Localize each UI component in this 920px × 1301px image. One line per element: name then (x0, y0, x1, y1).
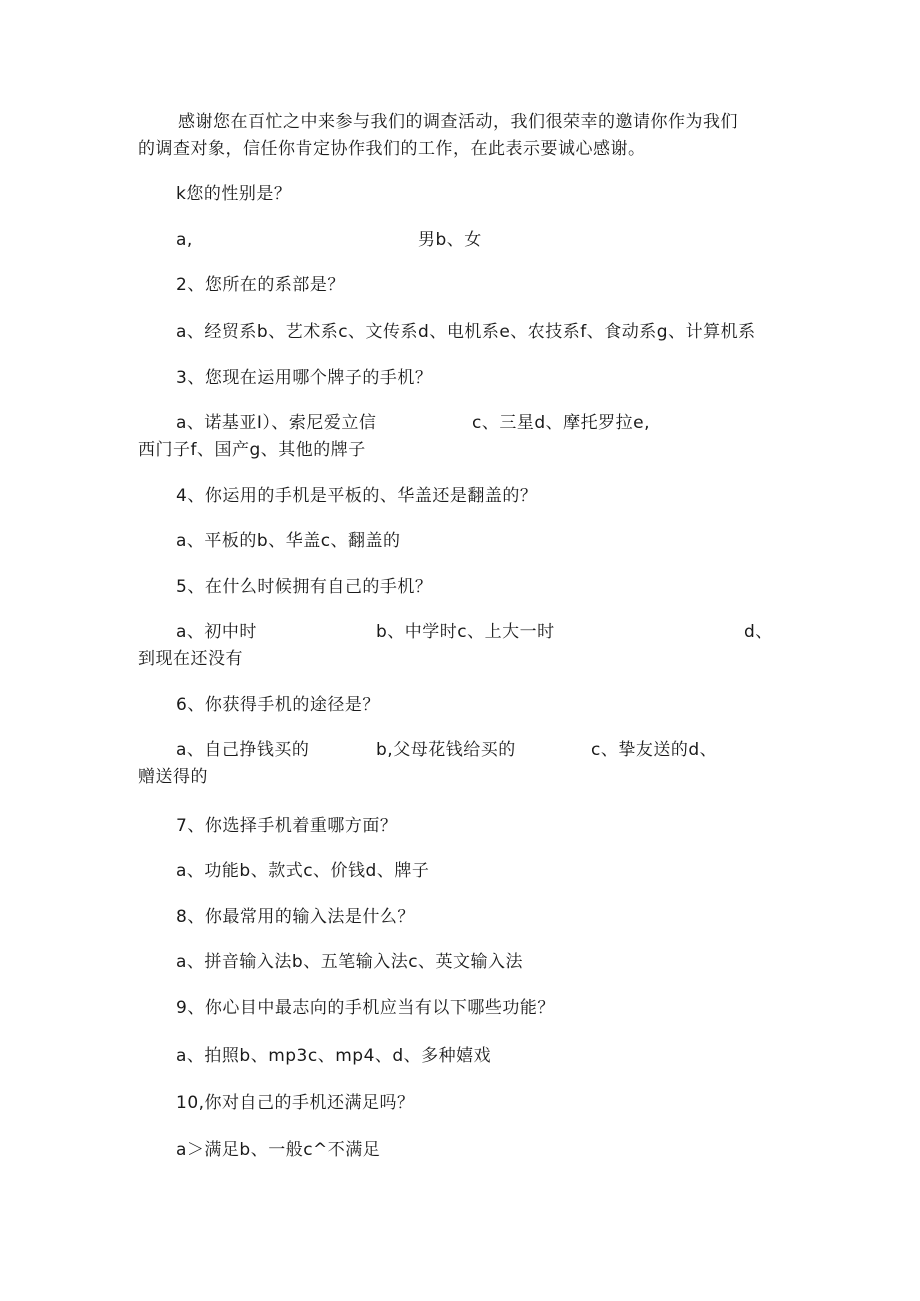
q3-options-ab: a、诺基亚I）、索尼爱立信 (176, 413, 377, 433)
q4-options: a、平板的b、华盖c、翻盖的 (176, 531, 401, 551)
intro-line-1: 感谢您在百忙之中来参与我们的调查活动，我们很荣幸的邀请你作为我们 (178, 112, 738, 132)
q8-options: a、拼音输入法b、五笔输入法c、英文输入法 (176, 952, 524, 972)
question-1: k您的性别是？ (176, 184, 292, 204)
q1-options-rest: 男b、女 (418, 230, 482, 250)
question-4: 4、你运用的手机是平板的、华盖还是翻盖的？ (176, 486, 538, 506)
question-9: 9、你心目中最志向的手机应当有以下哪些功能？ (176, 998, 555, 1018)
q5-options-bc: b、中学时c、上大一时 (376, 622, 555, 642)
question-5: 5、在什么时候拥有自己的手机？ (176, 577, 433, 597)
q9-options: a、拍照b、mp3c、mp4、d、多种嬉戏 (176, 1046, 492, 1066)
q5-option-d-cont: 到现在还没有 (138, 649, 243, 669)
q1-option-a: a, (176, 230, 193, 250)
question-3: 3、您现在运用哪个牌子的手机？ (176, 368, 433, 388)
q5-option-a: a、初中时 (176, 622, 257, 642)
question-2: 2、您所在的系部是？ (176, 275, 345, 295)
q6-option-b: b,父母花钱给买的 (376, 740, 516, 760)
question-6: 6、你获得手机的途径是？ (176, 695, 380, 715)
q10-options: a＞满足b、一般c^不满足 (176, 1140, 381, 1160)
q6-option-a: a、自己挣钱买的 (176, 740, 310, 760)
q7-options: a、功能b、款式c、价钱d、牌子 (176, 861, 430, 881)
q3-options-fg: 西门子f、国产g、其他的牌子 (138, 440, 366, 460)
q3-options-cde: c、三星d、摩托罗拉e, (472, 413, 651, 433)
intro-line-2: 的调查对象，信任你肯定协作我们的工作，在此表示要诚心感谢。 (138, 139, 646, 159)
q5-option-d: d、 (744, 622, 773, 642)
q6-option-d-cont: 赠送得的 (138, 767, 208, 787)
question-7: 7、你选择手机着重哪方面？ (176, 816, 398, 836)
q6-options-cd: c、挚友送的d、 (591, 740, 718, 760)
q2-options: a、经贸系b、艺术系c、文传系d、电机系e、农技系f、食动系g、计算机系 (176, 322, 756, 342)
question-8: 8、你最常用的输入法是什么？ (176, 907, 415, 927)
question-10: 10,你对自己的手机还满足吗？ (176, 1093, 415, 1113)
